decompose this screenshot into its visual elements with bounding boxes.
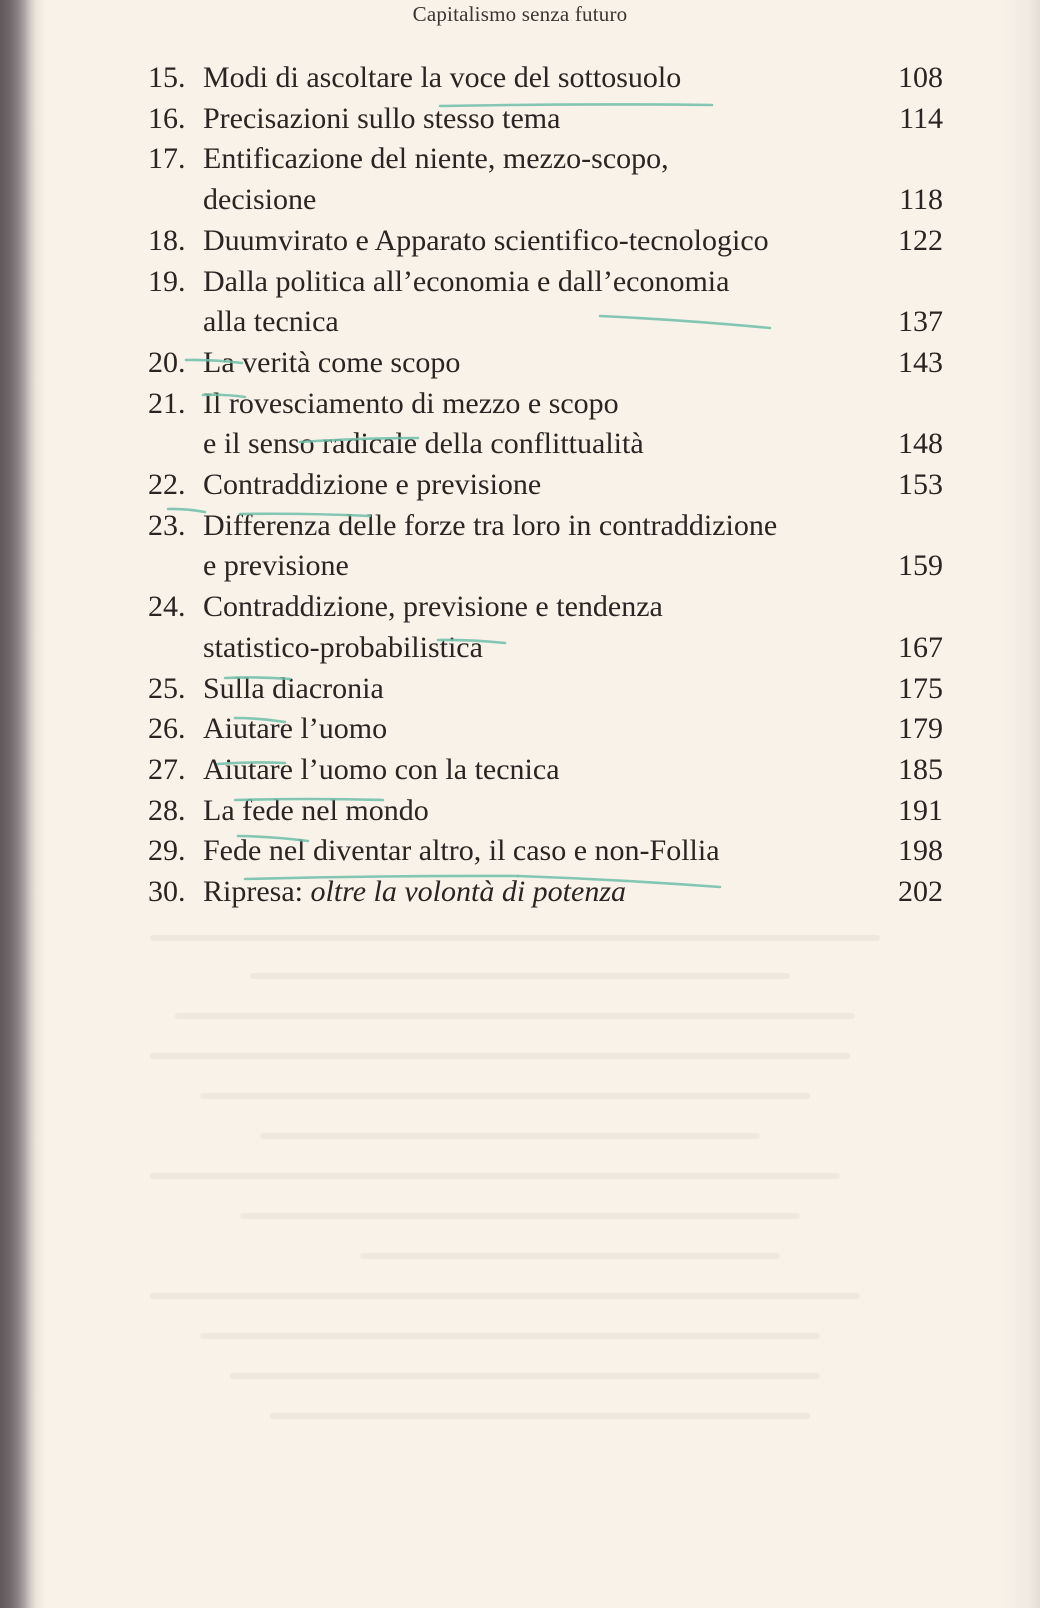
page-number: 185 <box>898 752 943 786</box>
chapter-title-line: Sulla diacronia <box>203 671 384 705</box>
chapter-title-line: Dalla politica all’economia e dall’economia <box>203 264 730 298</box>
chapter-title-line: e previsione <box>203 549 349 583</box>
show-through-line <box>150 1293 860 1299</box>
chapter-title-line: Aiutare l’uomo con la tecnica <box>203 752 560 786</box>
chapter-title <box>203 384 943 465</box>
chapter-number: 27. <box>148 752 186 786</box>
toc-entry-28[interactable] <box>148 791 943 832</box>
chapter-title <box>203 831 943 872</box>
page-number: 118 <box>899 183 943 217</box>
chapter-number: 19. <box>148 264 186 298</box>
chapter-title <box>203 262 943 343</box>
page-number: 114 <box>899 101 943 135</box>
chapter-title <box>203 506 943 587</box>
chapter-title-line: Contraddizione, previsione e tendenza <box>203 590 663 624</box>
toc-entry-16[interactable] <box>148 99 943 140</box>
page-number: 148 <box>898 427 943 461</box>
chapter-title-roman: Ripresa: <box>203 875 311 909</box>
page-number: 137 <box>898 305 943 339</box>
chapter-title <box>203 709 943 750</box>
chapter-title <box>203 58 943 99</box>
show-through-line <box>260 1133 760 1139</box>
show-through-line <box>230 1373 820 1379</box>
chapter-number: 18. <box>148 223 186 257</box>
chapter-number: 16. <box>148 101 186 135</box>
chapter-title-line: Fede nel diventar altro, il caso e non-Follia <box>203 834 720 868</box>
show-through-line <box>150 1173 840 1179</box>
chapter-title-line: Duumvirato e Apparato scientifico-tecnologico <box>203 223 769 257</box>
chapter-title-line: Entificazione del niente, mezzo-scopo, <box>203 142 669 176</box>
page-number: 159 <box>898 549 943 583</box>
show-through-line <box>150 1053 850 1059</box>
chapter-number: 21. <box>148 386 186 420</box>
toc-entry-24[interactable] <box>148 587 943 668</box>
chapter-title-line: statistico-probabilistica <box>203 630 483 664</box>
chapter-title-line: Contraddizione e previsione <box>203 468 542 502</box>
show-through-line <box>240 1213 800 1219</box>
chapter-title <box>203 587 943 668</box>
chapter-number: 29. <box>148 834 186 868</box>
chapter-title <box>203 465 943 506</box>
table-of-contents <box>148 58 943 913</box>
chapter-number: 23. <box>148 508 186 542</box>
chapter-title-line: alla tecnica <box>203 305 339 339</box>
chapter-title <box>203 139 943 220</box>
toc-entry-23[interactable] <box>148 506 943 587</box>
toc-entry-29[interactable] <box>148 831 943 872</box>
page-number: 122 <box>898 223 943 257</box>
chapter-number: 15. <box>148 61 186 94</box>
toc-entry-26[interactable] <box>148 709 943 750</box>
page-number: 167 <box>898 630 943 664</box>
toc-entry-22[interactable] <box>148 465 943 506</box>
page-number: 108 <box>898 61 943 94</box>
show-through-line <box>175 1013 855 1019</box>
chapter-title-line: Modi di ascoltare la voce del sottosuolo <box>203 61 682 94</box>
chapter-title <box>203 221 943 262</box>
toc-entry-30[interactable] <box>148 872 943 913</box>
chapter-title-line: Differenza delle forze tra loro in contraddizione <box>203 508 778 542</box>
chapter-number: 25. <box>148 671 186 705</box>
running-head: Capitalismo senza futuro <box>412 2 628 26</box>
chapter-title <box>203 750 943 791</box>
toc-entry-20[interactable] <box>148 343 943 384</box>
show-through-line <box>150 935 880 941</box>
toc-entry-17[interactable] <box>148 139 943 220</box>
chapter-number: 17. <box>148 142 186 176</box>
chapter-number: 28. <box>148 793 186 827</box>
toc-entry-25[interactable] <box>148 669 943 710</box>
chapter-title <box>203 99 943 140</box>
chapter-title-line: Il rovesciamento di mezzo e scopo <box>203 386 619 420</box>
show-through-line <box>270 1413 810 1419</box>
page-number: 179 <box>898 712 943 746</box>
chapter-title-line: La verità come scopo <box>203 345 461 379</box>
chapter-title-line: La fede nel mondo <box>203 793 429 827</box>
chapter-number: 22. <box>148 468 186 502</box>
chapter-title <box>203 872 943 913</box>
chapter-title <box>203 669 943 710</box>
chapter-title-italic: oltre la volontà di potenza <box>310 875 627 909</box>
page-number: 191 <box>898 793 943 827</box>
chapter-number: 30. <box>148 875 186 909</box>
toc-entry-21[interactable] <box>148 384 943 465</box>
show-through-line <box>360 1253 780 1259</box>
show-through-line <box>200 1093 810 1099</box>
toc-entry-18[interactable] <box>148 221 943 262</box>
page-number: 198 <box>898 834 943 868</box>
show-through-line <box>250 973 790 979</box>
chapter-title-line: e il senso radicale della conflittualità <box>203 427 644 461</box>
chapter-title <box>203 791 943 832</box>
page-number: 143 <box>898 345 943 379</box>
chapter-title <box>203 343 943 384</box>
toc-entry-27[interactable] <box>148 750 943 791</box>
page-number: 202 <box>898 875 943 909</box>
toc-entry-15[interactable] <box>148 58 943 99</box>
chapter-number: 26. <box>148 712 186 746</box>
chapter-title-line <box>203 872 943 913</box>
chapter-title-line: Precisazioni sullo stesso tema <box>203 101 561 135</box>
chapter-number: 20. <box>148 345 186 379</box>
chapter-title-line: decisione <box>203 183 317 217</box>
chapter-title-line: Aiutare l’uomo <box>203 712 388 746</box>
chapter-number: 24. <box>148 590 186 624</box>
show-through-line <box>200 1333 820 1339</box>
page-number: 175 <box>898 671 943 705</box>
toc-entry-19[interactable] <box>148 262 943 343</box>
page-number: 153 <box>898 468 943 502</box>
